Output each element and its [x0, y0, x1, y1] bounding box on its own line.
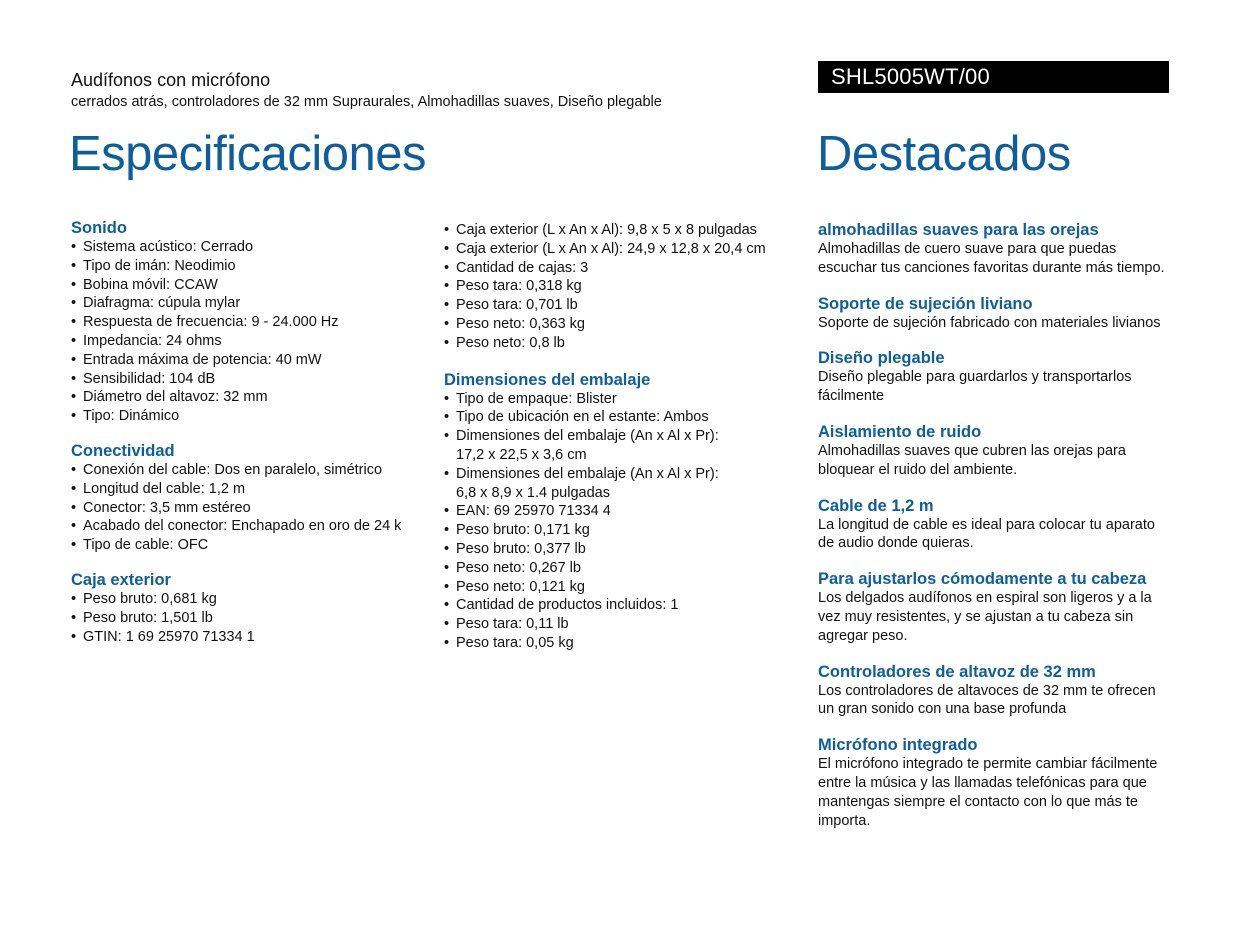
- spec-item: • Peso tara: 0,701 lb: [444, 296, 804, 315]
- model-number-badge: SHL5005WT/00: [818, 61, 1169, 93]
- spec-item: • Peso tara: 0,05 kg: [444, 634, 804, 653]
- spec-item: • Tipo: Dinámico: [71, 407, 431, 426]
- spec-item: • Entrada máxima de potencia: 40 mW: [71, 351, 431, 370]
- spec-item: • Peso tara: 0,11 lb: [444, 615, 804, 634]
- spec-item: • Dimensiones del embalaje (An x Al x Pr): 17,2 x 22,5 x 3,6 cm: [444, 427, 741, 465]
- spec-item: • Peso bruto: 0,681 kg: [71, 590, 431, 609]
- spec-section-title: Dimensiones del embalaje: [444, 370, 651, 389]
- highlight-title: Para ajustarlos cómodamente a tu cabeza: [818, 570, 1147, 589]
- highlight-item: [818, 221, 1178, 278]
- spec-section-outer-carton-cont: [444, 221, 804, 353]
- spec-item: • GTIN: 1 69 25970 71334 1: [71, 628, 431, 647]
- highlight-title: Cable de 1,2 m: [818, 496, 934, 515]
- spec-item: • Peso neto: 0,121 kg: [444, 578, 804, 597]
- highlight-title: Soporte de sujeción liviano: [818, 294, 1033, 313]
- spec-section-packaging-dimensions: [444, 370, 804, 653]
- spec-item: • Peso bruto: 0,171 kg: [444, 521, 804, 540]
- spec-item: • Peso bruto: 0,377 lb: [444, 540, 804, 559]
- highlight-item: [818, 663, 1178, 720]
- highlight-title: Aislamiento de ruido: [818, 422, 982, 441]
- spec-section-sound: [71, 218, 431, 426]
- spec-item: • Bobina móvil: CCAW: [71, 276, 431, 295]
- highlight-text: Almohadillas suaves que cubren las orejas para bloquear el ruido del ambiente.: [818, 442, 1126, 478]
- highlight-item: [818, 423, 1178, 480]
- spec-section-title: Caja exterior: [71, 570, 171, 589]
- highlight-item: [818, 295, 1178, 333]
- spec-item: • Diámetro del altavoz: 32 mm: [71, 388, 431, 407]
- spec-item: • Peso neto: 0,8 lb: [444, 334, 804, 353]
- highlight-title: almohadillas suaves para las orejas: [818, 221, 1099, 239]
- spec-item: • Sensibilidad: 104 dB: [71, 370, 431, 389]
- spec-item: • Diafragma: cúpula mylar: [71, 294, 431, 313]
- spec-item: • Dimensiones del embalaje (An x Al x Pr): 6,8 x 8,9 x 1.4 pulgadas: [444, 465, 741, 503]
- specifications-title: Especificaciones: [69, 127, 426, 181]
- highlight-title: Diseño plegable: [818, 349, 945, 368]
- spec-section-title: Conectividad: [71, 441, 175, 460]
- highlight-title: Micrófono integrado: [818, 736, 978, 755]
- spec-item: • Caja exterior (L x An x Al): 9,8 x 5 x 8 pulgadas: [444, 221, 804, 240]
- highlight-item: [818, 736, 1178, 830]
- highlight-text: Almohadillas de cuero suave para que puedas escuchar tus canciones favoritas durante más tiempo.: [818, 241, 1165, 276]
- spec-item: • Conexión del cable: Dos en paralelo, simétrico: [71, 461, 431, 480]
- spec-section-connectivity: [71, 441, 431, 555]
- spec-item: • EAN: 69 25970 71334 4: [444, 502, 804, 521]
- spec-item: • Tipo de ubicación en el estante: Ambos: [444, 408, 804, 427]
- spec-section-title: Sonido: [71, 219, 127, 237]
- highlight-text: La longitud de cable es ideal para colocar tu aparato de audio donde quieras.: [818, 516, 1155, 552]
- spec-item: • Peso neto: 0,363 kg: [444, 315, 804, 334]
- spec-item: • Conector: 3,5 mm estéreo: [71, 499, 431, 518]
- highlight-text: Soporte de sujeción fabricado con materiales livianos: [818, 314, 1161, 331]
- spec-item: • Tipo de empaque: Blister: [444, 390, 804, 409]
- highlight-title: Controladores de altavoz de 32 mm: [818, 662, 1096, 681]
- highlight-text: Los controladores de altavoces de 32 mm te ofrecen un gran sonido con una base profunda: [818, 682, 1156, 718]
- highlights-title: Destacados: [817, 127, 1071, 181]
- spec-item: • Tipo de cable: OFC: [71, 536, 431, 555]
- highlight-item: [818, 570, 1178, 645]
- highlight-text: Los delgados audífonos en espiral son ligeros y a la vez muy resistentes, y se ajustan a tu cabeza sin agregar peso.: [818, 590, 1152, 644]
- spec-item: • Peso neto: 0,267 lb: [444, 559, 804, 578]
- spec-item: • Peso bruto: 1,501 lb: [71, 609, 431, 628]
- spec-item: • Acabado del conector: Enchapado en oro de 24 k: [71, 517, 431, 536]
- spec-item: • Tipo de imán: Neodimio: [71, 257, 431, 276]
- spec-item: • Impedancia: 24 ohms: [71, 332, 431, 351]
- spec-item: • Cantidad de cajas: 3: [444, 259, 804, 278]
- spec-item: • Sistema acústico: Cerrado: [71, 238, 431, 257]
- product-name: Audífonos con micrófono: [71, 70, 271, 90]
- highlight-text: El micrófono integrado te permite cambiar fácilmente entre la música y las llamadas telefónicas para que mantengas siempre el contacto con lo que más te importa.: [818, 756, 1158, 829]
- spec-item: • Longitud del cable: 1,2 m: [71, 480, 431, 499]
- highlight-item: [818, 349, 1178, 406]
- specs-column-2: [444, 218, 804, 668]
- spec-item: • Peso tara: 0,318 kg: [444, 277, 804, 296]
- highlight-item: [818, 497, 1178, 554]
- highlights-column: [818, 221, 1178, 847]
- product-description: cerrados atrás, controladores de 32 mm Supraurales, Almohadillas suaves, Diseño plegable: [71, 94, 662, 110]
- spec-item: • Cantidad de productos incluidos: 1: [444, 596, 804, 615]
- spec-item: • Respuesta de frecuencia: 9 - 24.000 Hz: [71, 313, 431, 332]
- specs-column-1: [71, 218, 431, 661]
- spec-section-outer-carton: [71, 570, 431, 646]
- highlight-text: Diseño plegable para guardarlos y transportarlos fácilmente: [818, 369, 1132, 405]
- spec-item: • Caja exterior (L x An x Al): 24,9 x 12,8 x 20,4 cm: [444, 240, 804, 259]
